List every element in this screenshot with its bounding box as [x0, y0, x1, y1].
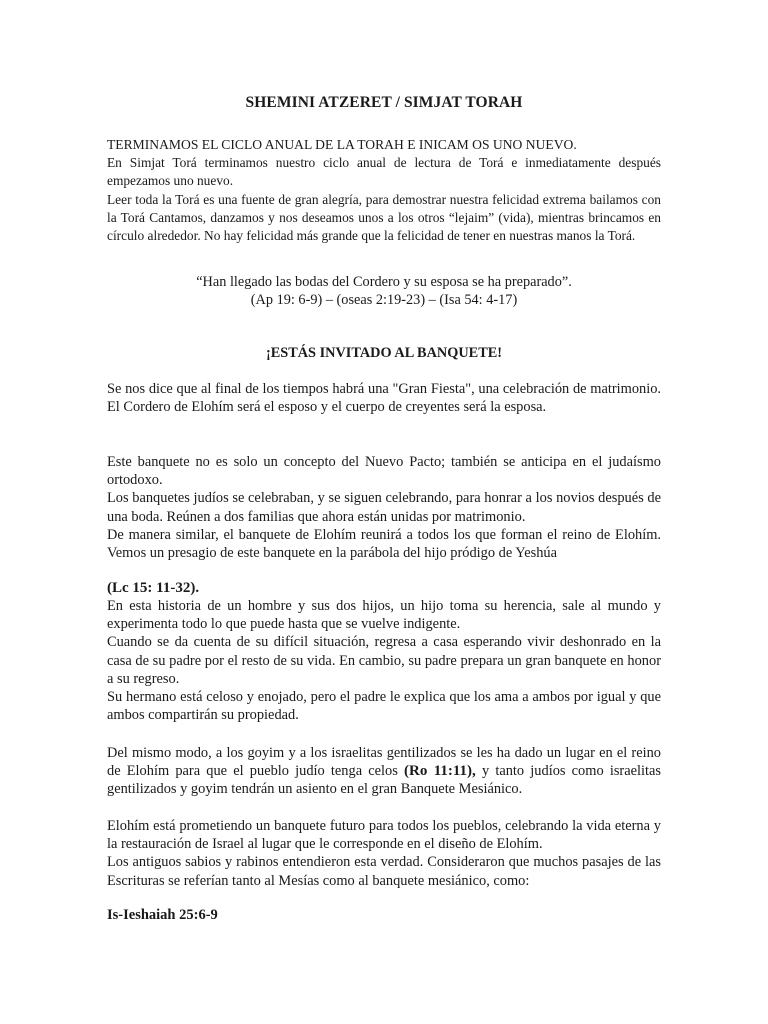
body-paragraph-3: Los banquetes judíos se celebraban, y se siguen celebrando, para honrar a los novios después de una boda. Reúnen a dos familias que ahora están unidas por matrimonio.: [107, 490, 661, 525]
scripture-reference-romans: (Ro 11:11),: [404, 763, 476, 780]
body-paragraph-1: Se nos dice que al final de los tiempos habrá una "Gran Fiesta", una celebración de matrimonio. El Cordero de Elohím será el esposo y el cuerpo de creyentes será la esposa.: [107, 381, 661, 416]
body-paragraph-8-start: Del mismo modo, a los goyim y a los israelitas gentilizados se les ha dado un lugar en el reino de Elohím para que el pueblo judío tenga celos: [107, 745, 661, 780]
body-paragraph-4: De manera similar, el banquete de Elohím reunirá a todos los que forman el reino de Elohím. Vemos un presagio de este banquete en la parábola del hijo pródigo de Yeshúa: [107, 526, 661, 562]
body-paragraph-8: [107, 744, 661, 799]
body-paragraph-2: Este banquete no es solo un concepto del Nuevo Pacto; también se anticipa en el judaísmo ortodoxo.: [107, 454, 661, 489]
intro-lead: TERMINAMOS EL CICLO ANUAL DE LA TORAH E INICAM OS UNO NUEVO.: [107, 137, 577, 152]
intro-section: [107, 136, 661, 245]
quote-line-1: “Han llegado las bodas del Cordero y su esposa se ha preparado”.: [196, 274, 572, 290]
body-paragraph-9: Elohím está prometiendo un banquete futuro para todos los pueblos, celebrando la vida eterna y la restauración de Israel al lugar que le corresponde en el diseño de Elohím.: [107, 818, 661, 853]
body-paragraph-7: Su hermano está celoso y enojado, pero el padre le explica que los ama a ambos por igual y que ambos compartirán su propiedad.: [107, 689, 661, 724]
section-heading: ¡ESTÁS INVITADO AL BANQUETE!: [265, 345, 503, 361]
body-paragraph-5: En esta historia de un hombre y sus dos hijos, un hijo toma su herencia, sale al mundo y experimenta todo lo que puede hasta que se vuelve indigente.: [107, 598, 661, 633]
body-section-4: [107, 744, 661, 799]
quote-references: (Ap 19: 6-9) – (oseas 2:19-23) – (Isa 54: 4-17): [250, 292, 518, 308]
body-paragraph-10: Los antiguos sabios y rabinos entendieron esta verdad. Consideraron que muchos pasajes de las Escrituras se referían tanto al Mesías como al banquete mesiánico, como:: [107, 854, 661, 889]
verse-reference: Is-Ieshaiah 25:6-9: [107, 907, 218, 923]
body-section-2: [107, 453, 661, 562]
intro-paragraph-1: En Simjat Torá terminamos nuestro ciclo anual de lectura de Torá e inmediatamente después empezamos uno nuevo.: [107, 155, 661, 189]
intro-paragraph-2: Leer toda la Torá es una fuente de gran alegría, para demostrar nuestra felicidad extrema bailamos con la Torá Cantamos, danzamos y nos deseamos unos a los otros “lejaim” (vida), mientras brincamos en círculo alrededor. No hay felicidad más grande que la felicidad de tener en nuestras manos la Torá.: [107, 191, 661, 244]
scripture-reference-luke: (Lc 15: 11-32).: [107, 580, 200, 596]
body-section-1: [107, 380, 661, 416]
page-title: SHEMINI ATZERET / SIMJAT TORAH: [245, 94, 523, 111]
body-paragraph-8-end: y tanto judíos como israelitas gentilizados y goyim tendrán un asiento en el gran Banquete Mesiánico.: [107, 763, 661, 798]
body-section-3: [107, 580, 661, 724]
body-section-5: [107, 817, 661, 890]
body-paragraph-6: Cuando se da cuenta de su difícil situación, regresa a casa esperando vivir deshonrado en la casa de su padre por el resto de su vida. En cambio, su padre prepara un gran banquete en honor a su regreso.: [107, 634, 661, 687]
